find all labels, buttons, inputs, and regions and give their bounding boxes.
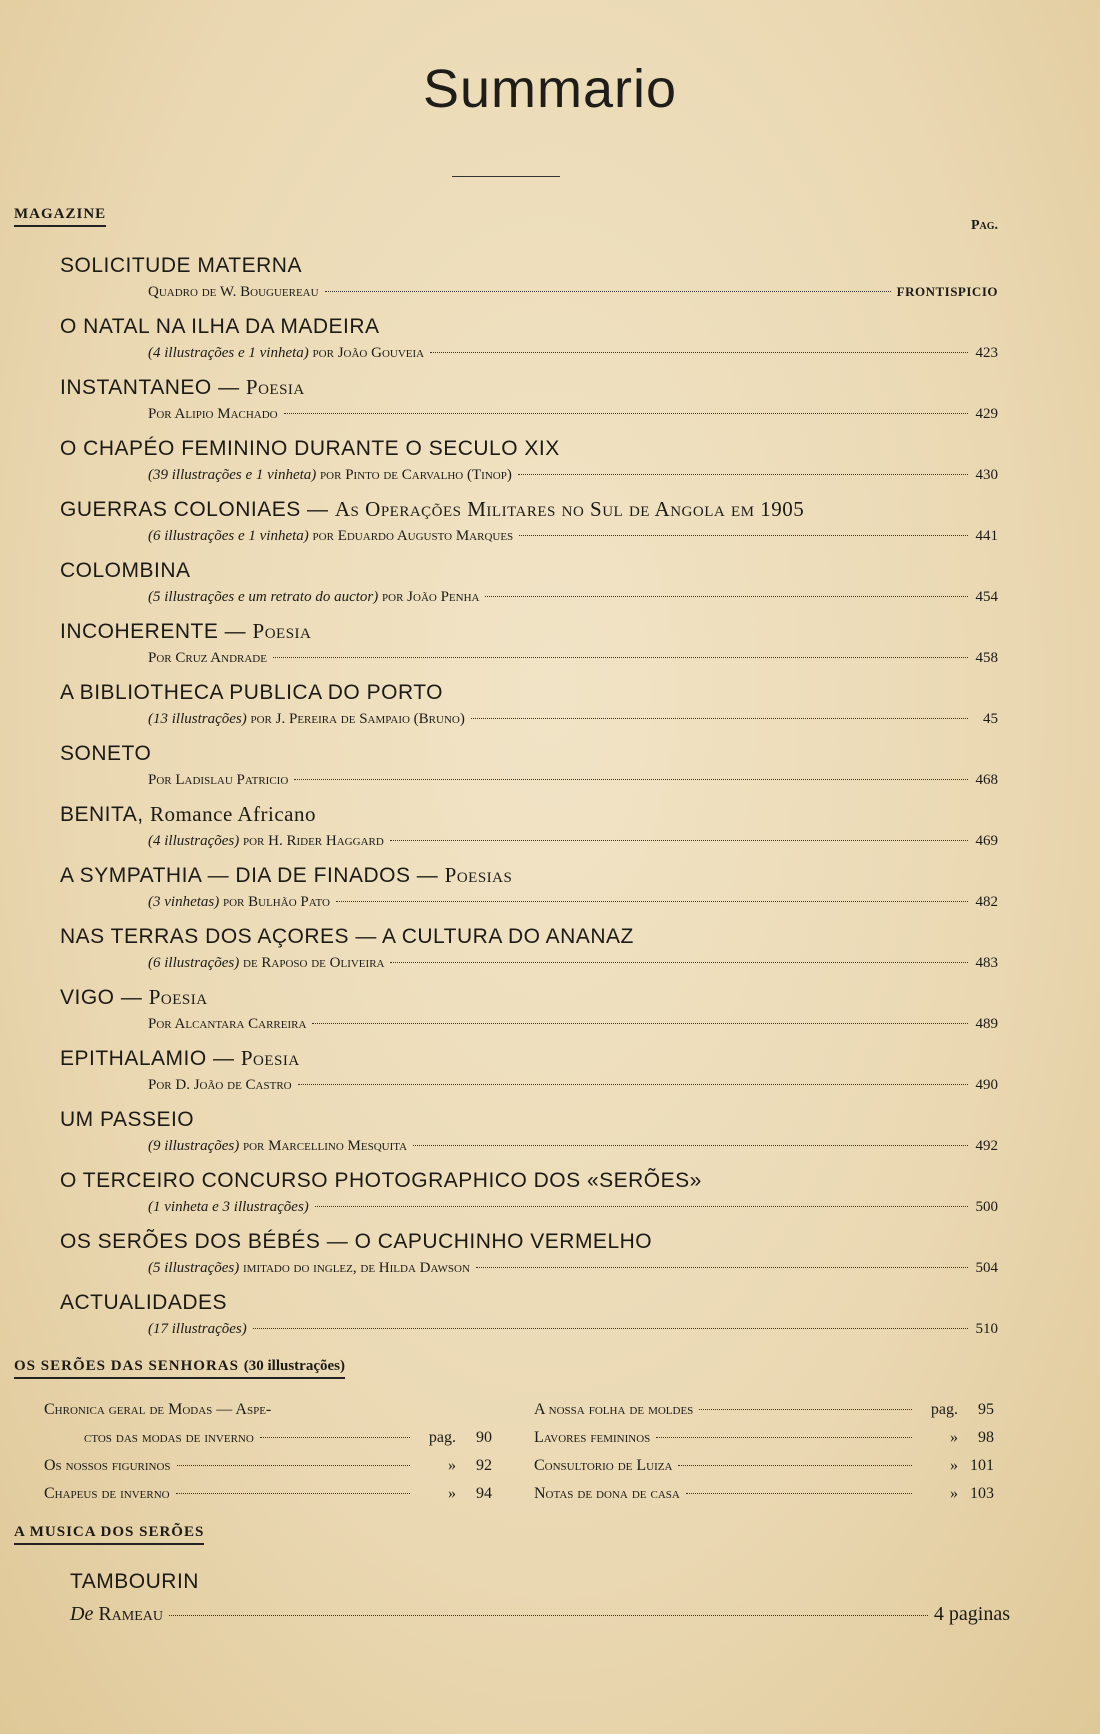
toc-entry-title (60, 252, 998, 279)
senhoras-row (534, 1452, 994, 1480)
toc-entry-page: 489 (975, 1016, 998, 1032)
section-heading-senhoras (14, 1358, 345, 1379)
toc-entry-title (60, 1045, 998, 1072)
senhoras-row-page: 101 (970, 1457, 994, 1474)
musica-line (70, 1598, 1010, 1630)
senhoras-row-page: 103 (970, 1485, 994, 1502)
section-heading-magazine: MAGAZINE (14, 206, 106, 227)
dot-leader (390, 840, 968, 841)
toc-entry (60, 1106, 998, 1159)
toc-entry (60, 984, 998, 1037)
toc-entry-illustrations: (6 illustrações) (148, 955, 240, 971)
senhoras-row-label: Chronica geral de Modas — Aspe- (44, 1401, 272, 1418)
toc-entry (60, 374, 998, 427)
toc-entry-title (60, 679, 998, 706)
senhoras-row-pag: » (448, 1485, 456, 1502)
toc-entry-title (60, 984, 998, 1011)
toc-entry-line (148, 584, 998, 610)
toc-entry-byline: por H. Rider Haggard (243, 833, 384, 849)
toc-entry-title-text: COLOMBINA (60, 559, 191, 582)
toc-entry-line (148, 889, 998, 915)
senhoras-heading-note: (30 illustrações) (243, 1358, 345, 1374)
toc-entry-title-text: VIGO — (60, 986, 149, 1009)
toc-entry-line (148, 828, 998, 854)
dot-leader (656, 1437, 912, 1438)
musica-author: Rameau (98, 1603, 163, 1625)
musica-entry (70, 1566, 1010, 1630)
toc-entry-byline: de Raposo de Oliveira (243, 955, 385, 971)
toc-entry-subtitle: Poesia (245, 375, 305, 399)
toc-entry-title-text: GUERRAS COLONIAES — (60, 498, 335, 521)
toc-entry-subtitle: Poesia (240, 1046, 300, 1070)
toc-entry-title-text: OS SERÕES DOS BÉBÉS — O CAPUCHINHO VERMELHO (60, 1230, 653, 1253)
pag-column-label: Pag. (970, 218, 998, 233)
toc-entry-page: 45 (983, 711, 998, 727)
dot-leader (336, 901, 968, 902)
toc-entry-byline: Quadro de W. Bouguereau (148, 284, 319, 300)
dot-leader (325, 291, 891, 292)
senhoras-row-label: ctos das modas de inverno (84, 1429, 254, 1446)
toc-entry (60, 252, 998, 305)
dot-leader (284, 413, 968, 414)
senhoras-left-column (44, 1396, 492, 1508)
toc-entry-title-text: UM PASSEIO (60, 1108, 195, 1131)
toc-entry (60, 679, 998, 732)
toc-entry-illustrations: (1 vinheta e 3 illustrações) (148, 1199, 309, 1215)
toc-entry-title-text: INSTANTANEO — (60, 376, 246, 399)
toc-entry-title (60, 1289, 998, 1316)
toc-entry-line (148, 1255, 998, 1281)
senhoras-row-pag: pag. (930, 1401, 958, 1418)
dot-leader (678, 1465, 912, 1466)
toc-entry-title (60, 557, 998, 584)
dot-leader (273, 657, 968, 658)
dot-leader (686, 1493, 912, 1494)
toc-entry-byline: por J. Pereira de Sampaio (Bruno) (250, 711, 465, 727)
toc-entry (60, 1167, 998, 1220)
musica-de: De (70, 1603, 94, 1625)
senhoras-row-pag: » (448, 1457, 456, 1474)
toc-entry-illustrations: (39 illustrações e 1 vinheta) (148, 467, 317, 483)
dot-leader (260, 1437, 410, 1438)
dot-leader (390, 962, 968, 963)
toc-entry-byline: Por Ladislau Patricio (148, 772, 289, 788)
senhoras-right-column (534, 1396, 994, 1508)
toc-entry-line (148, 1011, 998, 1037)
senhoras-row-pag: » (950, 1457, 958, 1474)
musica-pages: 4 paginas (933, 1603, 1010, 1625)
toc-entry-subtitle: As Operações Militares no Sul de Angola em 1905 (334, 497, 805, 521)
toc-entry-page: 468 (975, 772, 998, 788)
toc-entry-line (148, 767, 998, 793)
toc-entry-title (60, 618, 998, 645)
toc-entry-title-text: O NATAL NA ILHA DA MADEIRA (60, 315, 380, 338)
senhoras-row-page: 94 (476, 1485, 492, 1502)
senhoras-row-label: Lavores femininos (534, 1429, 651, 1446)
toc-entry-illustrations: (6 illustrações e 1 vinheta) (148, 528, 309, 544)
toc-entry-title-text: SONETO (60, 742, 152, 765)
toc-entry-subtitle: Poesia (252, 619, 312, 643)
toc-entry-title (60, 862, 998, 889)
senhoras-row-pag: » (950, 1429, 958, 1446)
toc-entry-illustrations: (3 vinhetas) (148, 894, 220, 910)
dot-leader (518, 474, 968, 475)
toc-entry-page: 429 (975, 406, 998, 422)
toc-entry-title (60, 1106, 998, 1133)
toc-entry (60, 923, 998, 976)
toc-entry-illustrations: (17 illustrações) (148, 1321, 247, 1337)
senhoras-row (534, 1480, 994, 1508)
toc-entry-illustrations: (4 illustrações) (148, 833, 240, 849)
senhoras-row (534, 1396, 994, 1424)
toc-entry (60, 1045, 998, 1098)
toc-entry-title-text: SOLICITUDE MATERNA (60, 254, 302, 277)
toc-entry-title-text: O TERCEIRO CONCURSO PHOTOGRAPHICO DOS «SERÕES» (60, 1169, 702, 1192)
section-heading-musica: A MUSICA DOS SERÕES (14, 1524, 204, 1545)
toc-entry-byline: por João Penha (382, 589, 480, 605)
toc-entry-title-text: A BIBLIOTHECA PUBLICA DO PORTO (60, 681, 444, 704)
senhoras-row-page: 90 (476, 1429, 492, 1446)
toc-entry-line (148, 1072, 998, 1098)
toc-entry-page: 490 (975, 1077, 998, 1093)
toc-entry-title-text: INCOHERENTE — (60, 620, 253, 643)
senhoras-row-label: A nossa folha de moldes (534, 1401, 694, 1418)
dot-leader (177, 1465, 410, 1466)
toc-entry-byline: Por Alipio Machado (148, 406, 278, 422)
toc-entry-illustrations: (4 illustrações e 1 vinheta) (148, 345, 309, 361)
senhoras-row-pag: pag. (428, 1429, 456, 1446)
toc-entry-line (148, 523, 998, 549)
page-title: Summario (422, 59, 678, 119)
toc-entry-page: 423 (975, 345, 998, 361)
toc-entry-byline: Por Alcantara Carreira (148, 1016, 307, 1032)
senhoras-row-label: Consultorio de Luiza (534, 1457, 673, 1474)
senhoras-row-page: 95 (978, 1401, 994, 1418)
toc-entry-line (148, 401, 998, 427)
toc-entry-page: 458 (975, 650, 998, 666)
toc-entry-page: 504 (975, 1260, 998, 1276)
toc-entry-title (60, 1167, 998, 1194)
toc-entry (60, 1289, 998, 1342)
toc-entry-title-text: EPITHALAMIO — (60, 1047, 241, 1070)
toc-entry-title-text: ACTUALIDADES (60, 1291, 228, 1314)
toc-entry-byline: por Marcellino Mesquita (243, 1138, 408, 1154)
toc-entry (60, 618, 998, 671)
toc-entry (60, 801, 998, 854)
toc-entry-page: 441 (975, 528, 998, 544)
senhoras-row (44, 1480, 492, 1508)
toc-entry-line (148, 1316, 998, 1342)
senhoras-row-page: 98 (978, 1429, 994, 1446)
toc-entry-byline: por Bulhão Pato (222, 894, 330, 910)
toc-entry-subtitle: Romance Africano (149, 802, 316, 826)
toc-entry-page: FRONTISPICIO (896, 284, 998, 299)
senhoras-heading-text: OS SERÕES DAS SENHORAS (14, 1358, 239, 1374)
toc-entry (60, 557, 998, 610)
toc-entry-line (148, 462, 998, 488)
toc-entry-title-text: A SYMPATHIA — DIA DE FINADOS — (60, 864, 445, 887)
dot-leader (312, 1023, 968, 1024)
toc-entry-page: 492 (975, 1138, 998, 1154)
toc-entry (60, 1228, 998, 1281)
dot-leader (169, 1615, 928, 1616)
dot-leader (430, 352, 968, 353)
senhoras-row-label: Chapeus de inverno (44, 1485, 170, 1502)
toc-entry-page: 483 (975, 955, 998, 971)
dot-leader (476, 1267, 968, 1268)
toc-entry-byline: Por Cruz Andrade (148, 650, 267, 666)
title-divider (452, 176, 560, 177)
dot-leader (294, 779, 968, 780)
toc-entry-subtitle: Poesia (148, 985, 208, 1009)
senhoras-row (44, 1424, 492, 1452)
dot-leader (253, 1328, 968, 1329)
toc-entry-byline: Por D. João de Castro (148, 1077, 292, 1093)
toc-entry (60, 435, 998, 488)
toc-entry-page: 482 (975, 894, 998, 910)
dot-leader (485, 596, 968, 597)
toc-entry-title (60, 496, 998, 523)
musica-title: TAMBOURIN (70, 1570, 199, 1593)
toc-entry-line (148, 340, 998, 366)
toc-entry-byline: por Pinto de Carvalho (Tinop) (320, 467, 512, 483)
senhoras-row (534, 1424, 994, 1452)
toc-entry-line (148, 1133, 998, 1159)
toc-entry-byline: por João Gouveia (312, 345, 425, 361)
toc-entry-title (60, 1228, 998, 1255)
senhoras-row (44, 1396, 492, 1424)
toc-entry-illustrations: (13 illustrações) (148, 711, 247, 727)
toc-entry-line (148, 950, 998, 976)
toc-entry-title-text: BENITA, (60, 803, 150, 826)
toc-entry-line (148, 645, 998, 671)
toc-entry-page: 430 (975, 467, 998, 483)
toc-entry-page: 454 (975, 589, 998, 605)
toc-entry-subtitle: Poesias (444, 863, 513, 887)
toc-entry-page: 510 (975, 1321, 998, 1337)
senhoras-row (44, 1452, 492, 1480)
senhoras-row-page: 92 (476, 1457, 492, 1474)
toc-entry-page: 500 (975, 1199, 998, 1215)
senhoras-row-label: Notas de dona de casa (534, 1485, 680, 1502)
toc-entry-title (60, 801, 998, 828)
toc-entry-byline: por Eduardo Augusto Marques (312, 528, 514, 544)
toc-entry-title (60, 435, 998, 462)
dot-leader (413, 1145, 968, 1146)
toc-entry-line (148, 279, 998, 305)
toc-entry-title (60, 740, 998, 767)
toc-entry-illustrations: (9 illustrações) (148, 1138, 240, 1154)
toc-entry-title-text: NAS TERRAS DOS AÇORES — A CULTURA DO ANANAZ (60, 925, 634, 948)
toc-entry-page: 469 (975, 833, 998, 849)
senhoras-row-label: Os nossos figurinos (44, 1457, 171, 1474)
dot-leader (315, 1206, 968, 1207)
toc-entry (60, 740, 998, 793)
toc-entry (60, 862, 998, 915)
senhoras-row-pag: » (950, 1485, 958, 1502)
toc-entry-illustrations: (5 illustrações e um retrato do auctor) (148, 589, 379, 605)
toc-entry-illustrations: (5 illustrações) (148, 1260, 240, 1276)
toc-entry-title (60, 313, 998, 340)
toc-entry-line (148, 1194, 998, 1220)
toc-entry-line (148, 706, 998, 732)
dot-leader (176, 1493, 410, 1494)
toc-entry-title (60, 923, 998, 950)
toc-entry-title-text: O CHAPÉO FEMININO DURANTE O SECULO XIX (60, 437, 560, 460)
toc-entry-title (60, 374, 998, 401)
dot-leader (471, 718, 968, 719)
dot-leader (298, 1084, 968, 1085)
toc-entry (60, 496, 998, 549)
dot-leader (519, 535, 968, 536)
dot-leader (699, 1409, 912, 1410)
toc-entry (60, 313, 998, 366)
toc-entry-byline: imitado do inglez, de Hilda Dawson (243, 1260, 470, 1276)
